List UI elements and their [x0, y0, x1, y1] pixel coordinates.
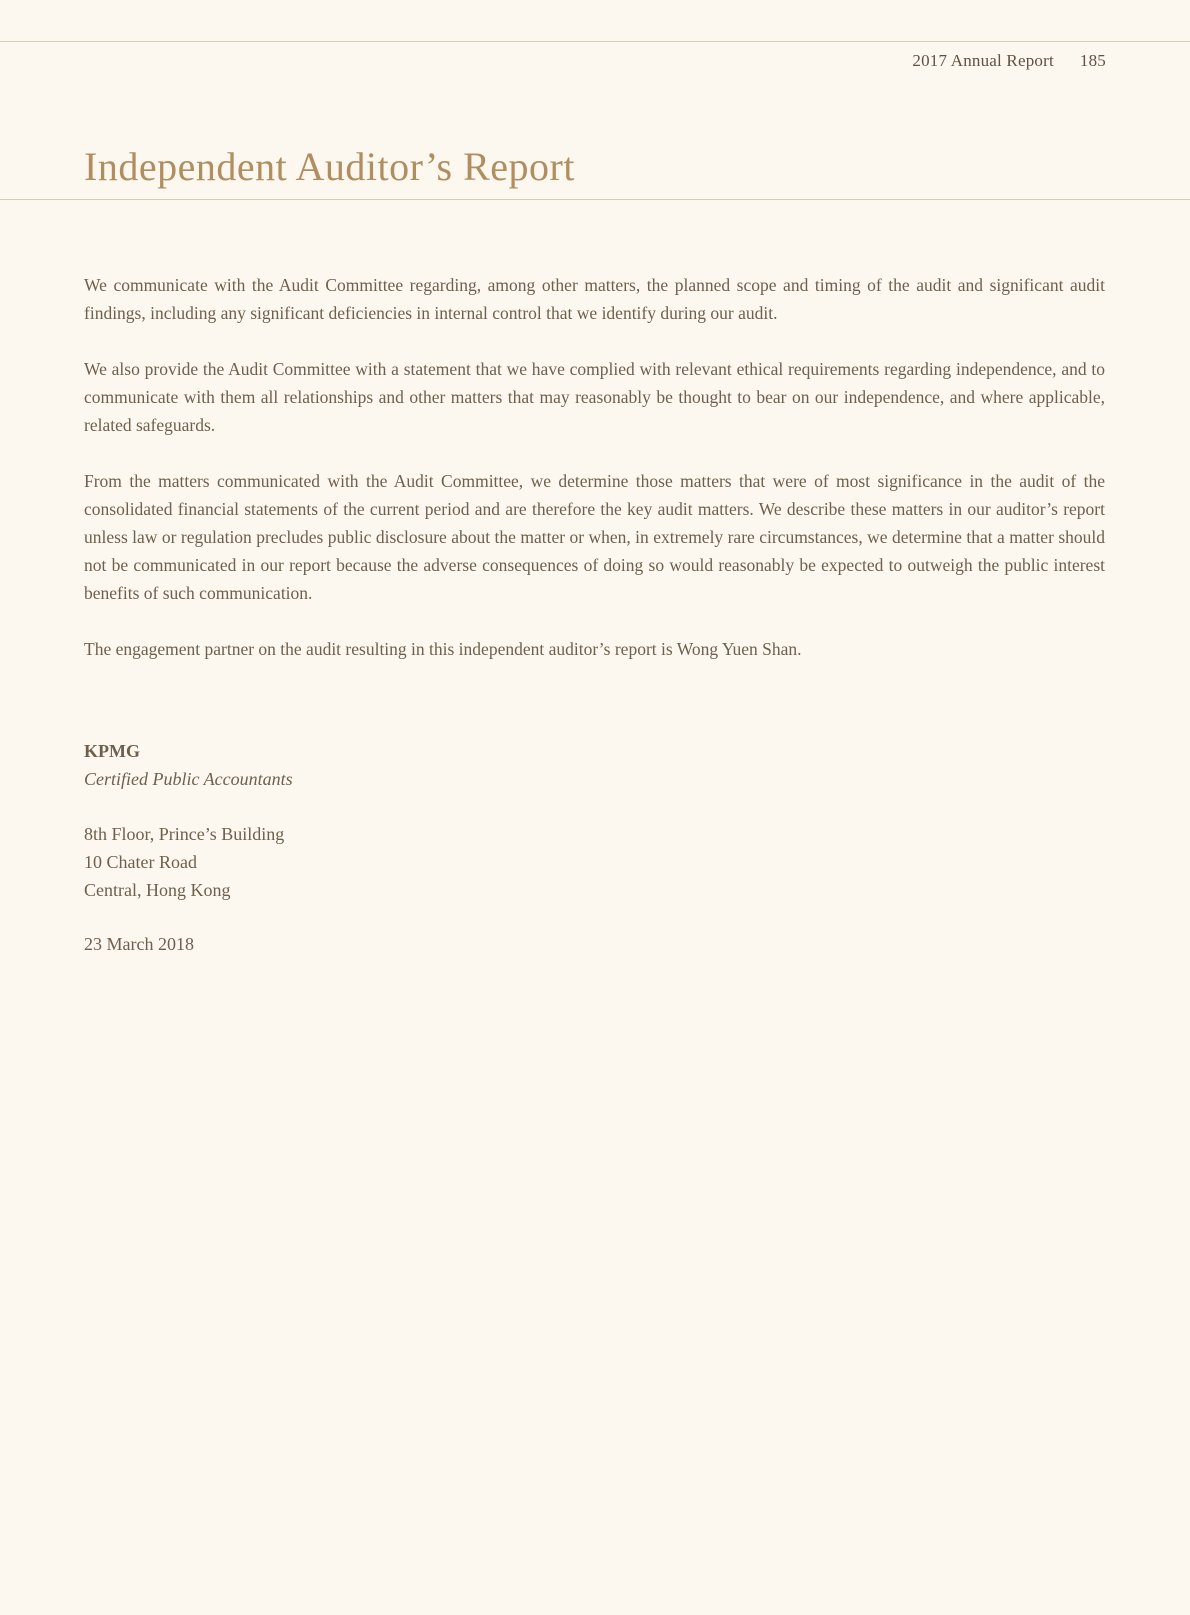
report-date: 23 March 2018 [84, 934, 194, 954]
body-paragraph: From the matters communicated with the Audit Committee, we determine those matters that were of most significance in the audit of the consolidated financial statements of the current period and are therefore the key audit matters. We describe these matters in our auditor’s report unless law or regulation precludes public disclosure about the matter or when, in extremely rare circumstances, we determine that a matter should not be communicated in our report because the adverse consequences of doing so would reasonably be expected to outweigh the public interest benefits of such communication. [84, 471, 1105, 603]
body-paragraph: The engagement partner on the audit resulting in this independent auditor’s report is Wong Yuen Shan. [84, 639, 802, 659]
address-line: Central, Hong Kong [84, 880, 231, 900]
page-title: Independent Auditor’s Report [84, 144, 575, 189]
report-title-text: 2017 Annual Report [912, 51, 1054, 70]
page-number: 185 [1079, 51, 1106, 70]
running-header [912, 51, 1106, 71]
address-line: 8th Floor, Prince’s Building [84, 824, 285, 844]
title-divider [0, 199, 1190, 200]
body-paragraph: We communicate with the Audit Committee regarding, among other matters, the planned scope and timing of the audit and significant audit findings, including any significant deficiencies in internal control that we identify during our audit. [84, 275, 1105, 323]
firm-descriptor: Certified Public Accountants [84, 769, 293, 789]
body-content [84, 271, 1105, 691]
signature-block [84, 737, 293, 958]
header-divider [0, 41, 1190, 42]
address-line: 10 Chater Road [84, 852, 197, 872]
firm-address [84, 820, 293, 904]
body-paragraph: We also provide the Audit Committee with a statement that we have complied with relevant ethical requirements regarding independence, and to communicate with them all relationships and other matters that may reasonably be thought to bear on our independence, and where applicable, related safeguards. [84, 359, 1105, 435]
firm-name: KPMG [84, 741, 140, 761]
